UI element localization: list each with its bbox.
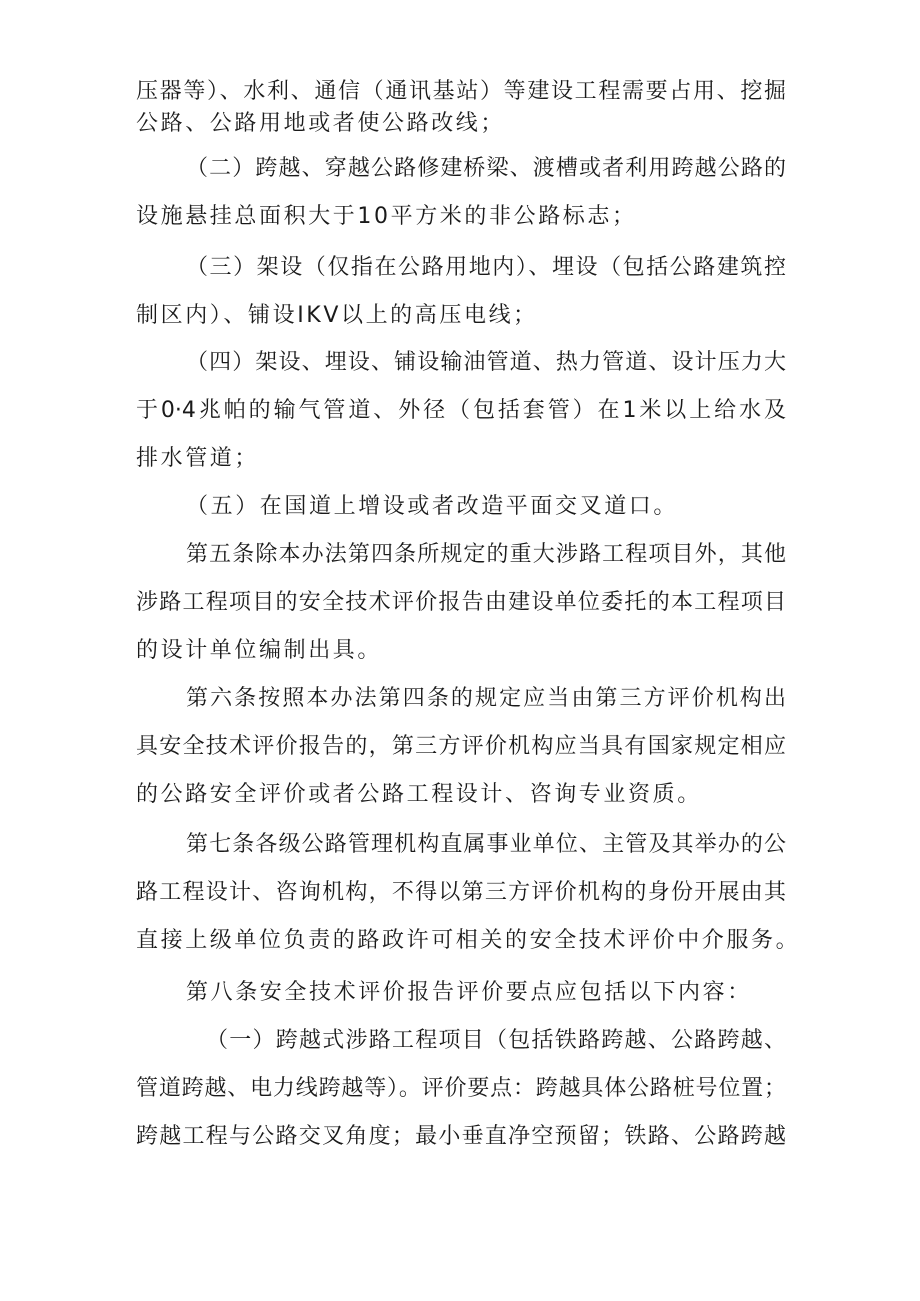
text-line: 压器等）、水利、通信（通讯基站）等建设工程需要占用、挖掘 (136, 79, 786, 104)
text-line: 管道跨越、电力线跨越等）。评价要点：跨越具体公路桩号位置； (136, 1076, 786, 1101)
text-line: 排水管道； (136, 446, 260, 471)
text-line: （五）在国道上增设或者改造平面交叉道口。 (186, 494, 679, 519)
text-line: 涉路工程项目的安全技术评价报告由建设单位委托的本工程项目 (136, 590, 786, 615)
text-line: （四）架设、埋设、铺设输油管道、热力管道、设计压力大 (186, 350, 786, 375)
text-line: （三）架设（仅指在公路用地内）、埋设（包括公路建筑控 (186, 255, 786, 280)
text-line: 第八条安全技术评价报告评价要点应包括以下内容： (186, 980, 752, 1005)
text-line: 具安全技术评价报告的，第三方评价机构应当具有国家规定相应 (136, 734, 786, 759)
text-line: 第六条按照本办法第四条的规定应当由第三方评价机构出 (186, 686, 786, 711)
text-line: 路工程设计、咨询机构，不得以第三方评价机构的身份开展由其 (136, 880, 786, 905)
text-line: 设施悬挂总面积大于10平方米的非公路标志； (136, 204, 637, 229)
text-line: 第七条各级公路管理机构直属事业单位、主管及其举办的公 (186, 832, 786, 857)
text-line: （二）跨越、穿越公路修建桥梁、渡槽或者利用跨越公路的 (186, 156, 786, 181)
text-line: 的公路安全评价或者公路工程设计、咨询专业资质。 (136, 782, 702, 807)
text-line: 第五条除本办法第四条所规定的重大涉路工程项目外，其他 (186, 542, 786, 567)
text-line: 公路、公路用地或者使公路改线； (136, 111, 506, 136)
text-line: 的设计单位编制出具。 (136, 638, 383, 663)
text-line: 于0·4兆帕的输气管道、外径（包括套管）在1米以上给水及 (136, 398, 786, 423)
text-line: 跨越工程与公路交叉角度；最小垂直净空预留；铁路、公路跨越 (136, 1124, 786, 1149)
text-line: 直接上级单位负责的路政许可相关的安全技术评价中介服务。 (136, 928, 801, 953)
text-line: （一）跨越式涉路工程项目（包括铁路跨越、公路跨越、 (206, 1028, 786, 1053)
text-line: 制区内）、铺设IKV以上的高压电线； (136, 303, 538, 328)
